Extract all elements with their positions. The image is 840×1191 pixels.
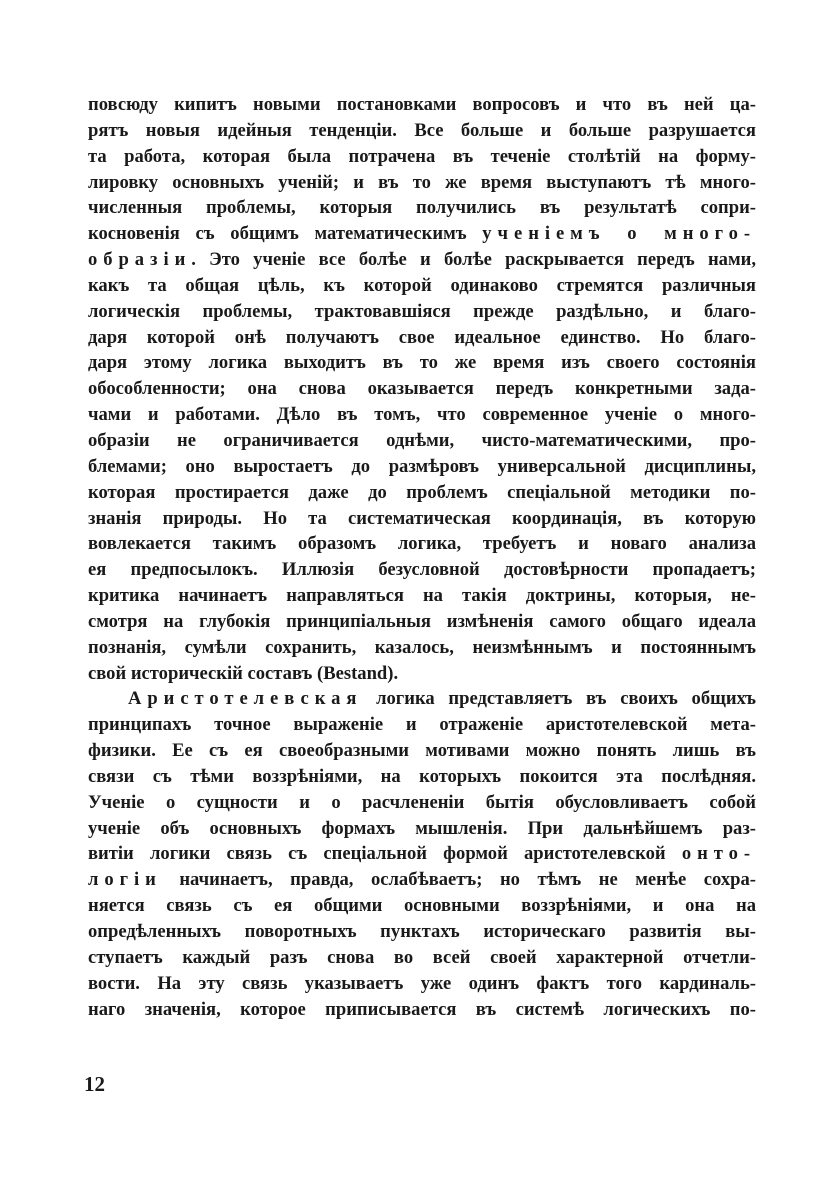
text-line-32: няется связь съ ея общими основными воззрѣніями, и она на: [88, 895, 756, 917]
text-line-16: которая простирается даже до проблемъ спеціальной методики по-: [88, 481, 756, 503]
text-line-26: физики. Ее съ ея своеобразными мотивами можно понять лишь въ: [88, 740, 756, 762]
text-line-17: знанія природы. Но та систематическая координація, въ которую: [88, 507, 756, 529]
spaced-term-aristotelian: Аристотелевская: [128, 688, 363, 710]
text-line-18: вовлекается такимъ образомъ логика, требуетъ и новаго анализа: [88, 533, 756, 555]
text-run: косновенія съ общимъ математическимъ: [88, 223, 467, 245]
text-line-33: опредѣленныхъ поворотныхъ пунктахъ историческаго развитія вы-: [88, 921, 756, 942]
body-text: [88, 92, 756, 1022]
spaced-term-ontology-end: логіи: [88, 869, 162, 891]
text-line-4: лировку основныхъ ученій; и въ то же время выступаютъ тѣ много-: [88, 171, 756, 193]
text-line-5: численныя проблемы, которыя получились въ результатѣ сопри-: [88, 197, 756, 219]
text-line-19: ея предпосылокъ. Иллюзія безусловной достовѣрности пропадаетъ;: [88, 559, 756, 581]
spaced-term-uchenie: ученіемъ о много-: [482, 223, 756, 245]
text-line-14: образіи не ограничивается однѣми, чисто-математическими, про-: [88, 429, 756, 451]
paragraph-2: [88, 686, 756, 1022]
text-line-8: какъ та общая цѣль, къ которой одинаково стремятся различныя: [88, 274, 756, 296]
text-line-25: принципахъ точное выраженіе и отраженіе аристотелевской мета-: [88, 714, 756, 736]
text-line-13: чами и работами. Дѣло въ томъ, что современное ученіе о много-: [88, 404, 756, 426]
text-line-20: критика начинаетъ направляться на такія доктрины, которыя, не-: [88, 585, 756, 607]
text-run: витіи логики связь съ спеціальной формой аристотелевской: [88, 843, 666, 865]
text-line-21: смотря на глубокія принципіальныя измѣненія самого общаго идеала: [88, 610, 756, 632]
text-run: логика представляетъ въ своихъ общихъ: [362, 688, 756, 710]
text-line-29: ученіе объ основныхъ формахъ мышленія. При дальнѣйшемъ раз-: [88, 817, 756, 839]
text-line-24: [88, 686, 756, 712]
spaced-term-mnogoobrazie: образіи: [88, 249, 192, 271]
text-run: . Это ученіе все болѣе и болѣе раскрывается передъ нами,: [191, 249, 756, 271]
text-line-1: повсюду кипитъ новыми постановками вопросовъ и что въ ней ца-: [88, 94, 756, 115]
text-line-35: вости. На эту связь указываетъ уже одинъ фактъ того кардиналь-: [88, 972, 756, 994]
text-line-10: даря которой онѣ получаютъ свое идеальное единство. Но благо-: [88, 326, 756, 348]
text-line-28: Ученіе о сущности и о расчлененіи бытія обусловливаетъ собой: [88, 791, 756, 813]
text-line-6: [88, 221, 756, 247]
text-line-27: связи съ тѣми воззрѣніями, на которыхъ покоится эта послѣдняя.: [88, 765, 756, 787]
text-line-23: свой историческій составъ (Bestand).: [88, 662, 399, 684]
text-line-36: наго значенія, которое приписывается въ системѣ логическихъ по-: [88, 998, 756, 1020]
text-line-7: [88, 247, 756, 273]
text-line-34: ступаетъ каждый разъ снова во всей своей характерной отчетли-: [88, 946, 756, 968]
text-line-30: [88, 841, 756, 867]
text-line-9: логическія проблемы, трактовавшіяся прежде раздѣльно, и благо-: [88, 300, 756, 322]
text-line-12: обособленности; она снова оказывается передъ конкретными зада-: [88, 378, 756, 400]
text-run: начинаетъ, правда, ослабѣваетъ; но тѣмъ не менѣе сохра-: [161, 869, 756, 891]
text-line-22: познанія, сумѣли сохранить, казалось, неизмѣннымъ и постояннымъ: [88, 636, 756, 658]
text-line-11: даря этому логика выходитъ въ то же время изъ своего состоянія: [88, 352, 756, 374]
spaced-term-ontology-start: онто-: [681, 843, 756, 865]
text-line-31: [88, 867, 756, 893]
text-line-3: та работа, которая была потрачена въ теченіе столѣтій на форму-: [88, 145, 756, 167]
paragraph-1: [88, 92, 756, 686]
page-number: 12: [84, 1072, 105, 1096]
text-line-15: блемами; оно выростаетъ до размѣровъ универсальной дисциплины,: [88, 455, 756, 477]
text-line-2: рятъ новыя идейныя тенденціи. Все больше и больше разрушается: [88, 119, 756, 141]
